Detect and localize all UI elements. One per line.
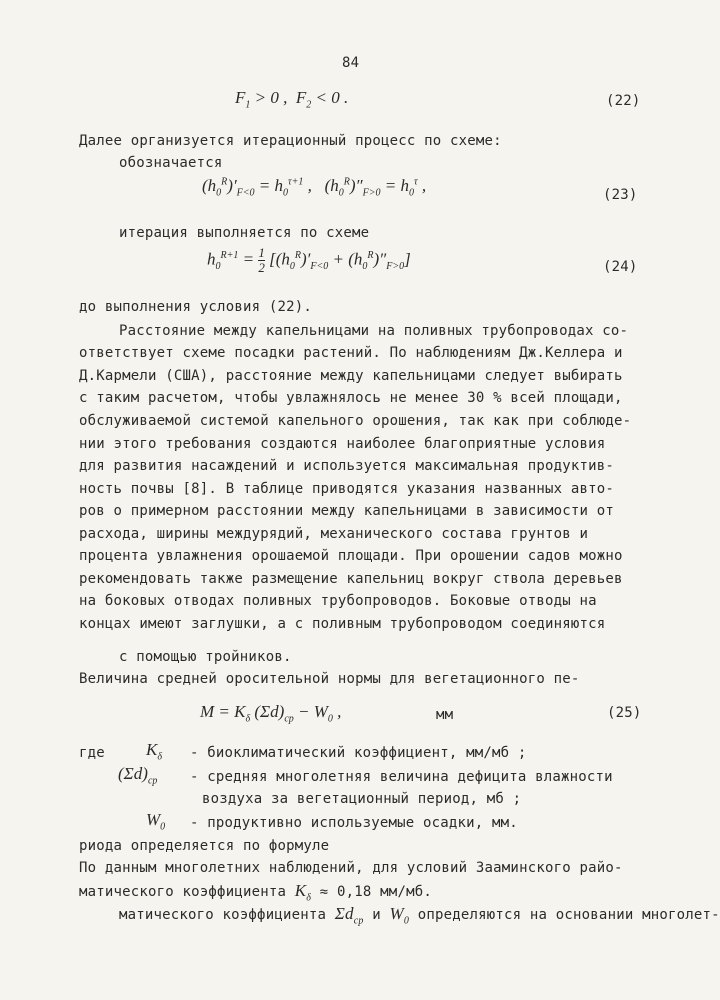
text-line: процента увлажнения орошаемой площади. При орошении садов можно bbox=[79, 548, 623, 564]
equation-25: $M = K_\delta$ $(\Sigma d)_{cp} - W_0$ , bbox=[200, 702, 342, 725]
definition-text: - продуктивно используемые осадки, мм. bbox=[190, 815, 518, 831]
equation-unit-25: мм bbox=[436, 707, 454, 723]
text-line: Д.Кармели (США), расстояние между капельницами следует выбирать bbox=[79, 368, 623, 384]
text-line: обслуживаемой системой капельного орошения, так как при соблюде- bbox=[79, 413, 632, 429]
text-line: матического коэффициента $K_\delta \approx 0,18$ мм/мб. bbox=[79, 881, 432, 904]
definition-text-continued: воздуха за вегетационный период, мб ; bbox=[202, 791, 522, 807]
text-line: ров о примерном расстоянии между капельницами в зависимости от bbox=[79, 503, 614, 519]
text-line: риода определяется по формуле bbox=[79, 838, 330, 854]
definition-symbol: $K_\delta$ bbox=[146, 740, 162, 763]
text-line: Расстояние между капельницами на поливных трубопроводах со- bbox=[119, 323, 629, 339]
equation-number-23: (23) bbox=[603, 187, 638, 203]
text-line: расхода, ширины междурядий, механического состава грунтов и bbox=[79, 526, 589, 542]
text-line: с таким расчетом, чтобы увлажнялось не менее 30 % всей площади, bbox=[79, 390, 623, 406]
equation-22: $F_1 > 0$ , $F_2 < 0$ . bbox=[235, 88, 349, 111]
text-line: для развития насаждений и используется максимальная продуктив- bbox=[79, 458, 614, 474]
definition-symbol: $(\Sigma d)_{cp}$ bbox=[118, 764, 158, 787]
text-line: ответствует схеме посадки растений. По наблюдениям Дж.Келлера и bbox=[79, 345, 623, 361]
equation-number-22: (22) bbox=[606, 93, 641, 109]
text-line: матического коэффициента $\Sigma d_{cp}$ и $W_0$ определяются на основании многолет- bbox=[119, 904, 720, 927]
text-line: ность почвы [8]. В таблице приводятся указания названных авто- bbox=[79, 481, 614, 497]
text-line: нии этого требования создаются наиболее благоприятные условия bbox=[79, 436, 606, 452]
equation-number-25: (25) bbox=[607, 705, 642, 721]
text-line: обозначается bbox=[119, 155, 223, 171]
definition-symbol: $W_0$ bbox=[146, 810, 166, 833]
page-number: 84 bbox=[342, 55, 360, 71]
text-line: По данным многолетних наблюдений, для условий Зааминского райо- bbox=[79, 860, 623, 876]
equation-24: $h_0^{R+1}$ = $\frac{1}{2}$ $[(h_0^R)'_{F<0} + (h_0^R)''_{F>0}]$ bbox=[207, 245, 411, 275]
text-line: рекомендовать также размещение капельниц вокруг ствола деревьев bbox=[79, 571, 623, 587]
equation-number-24: (24) bbox=[603, 259, 638, 275]
text-line: с помощью тройников. bbox=[119, 649, 292, 665]
text-line: итерация выполняется по схеме bbox=[119, 225, 370, 241]
text-line: Величина средней оросительной нормы для вегетационного пе- bbox=[79, 671, 580, 687]
text-line: концах имеют заглушки, а с поливным трубопроводом соединяются bbox=[79, 616, 606, 632]
text-line: Далее организуется итерационный процесс по схеме: bbox=[79, 133, 502, 149]
text-line: на боковых отводах поливных трубопроводов. Боковые отводы на bbox=[79, 593, 597, 609]
equation-23: $(h_0^R)'_{F<0} = h_0^{\tau+1}$ , $(h_0^R)''_{F>0} = h_0^\tau$ , bbox=[202, 176, 427, 199]
definition-text: - биоклиматический коэффициент, мм/мб ; bbox=[190, 745, 527, 761]
text-line: до выполнения условия (22). bbox=[79, 299, 312, 315]
definitions-where: где bbox=[79, 745, 105, 761]
definition-text: - средняя многолетняя величина дефицита влажности bbox=[190, 769, 613, 785]
